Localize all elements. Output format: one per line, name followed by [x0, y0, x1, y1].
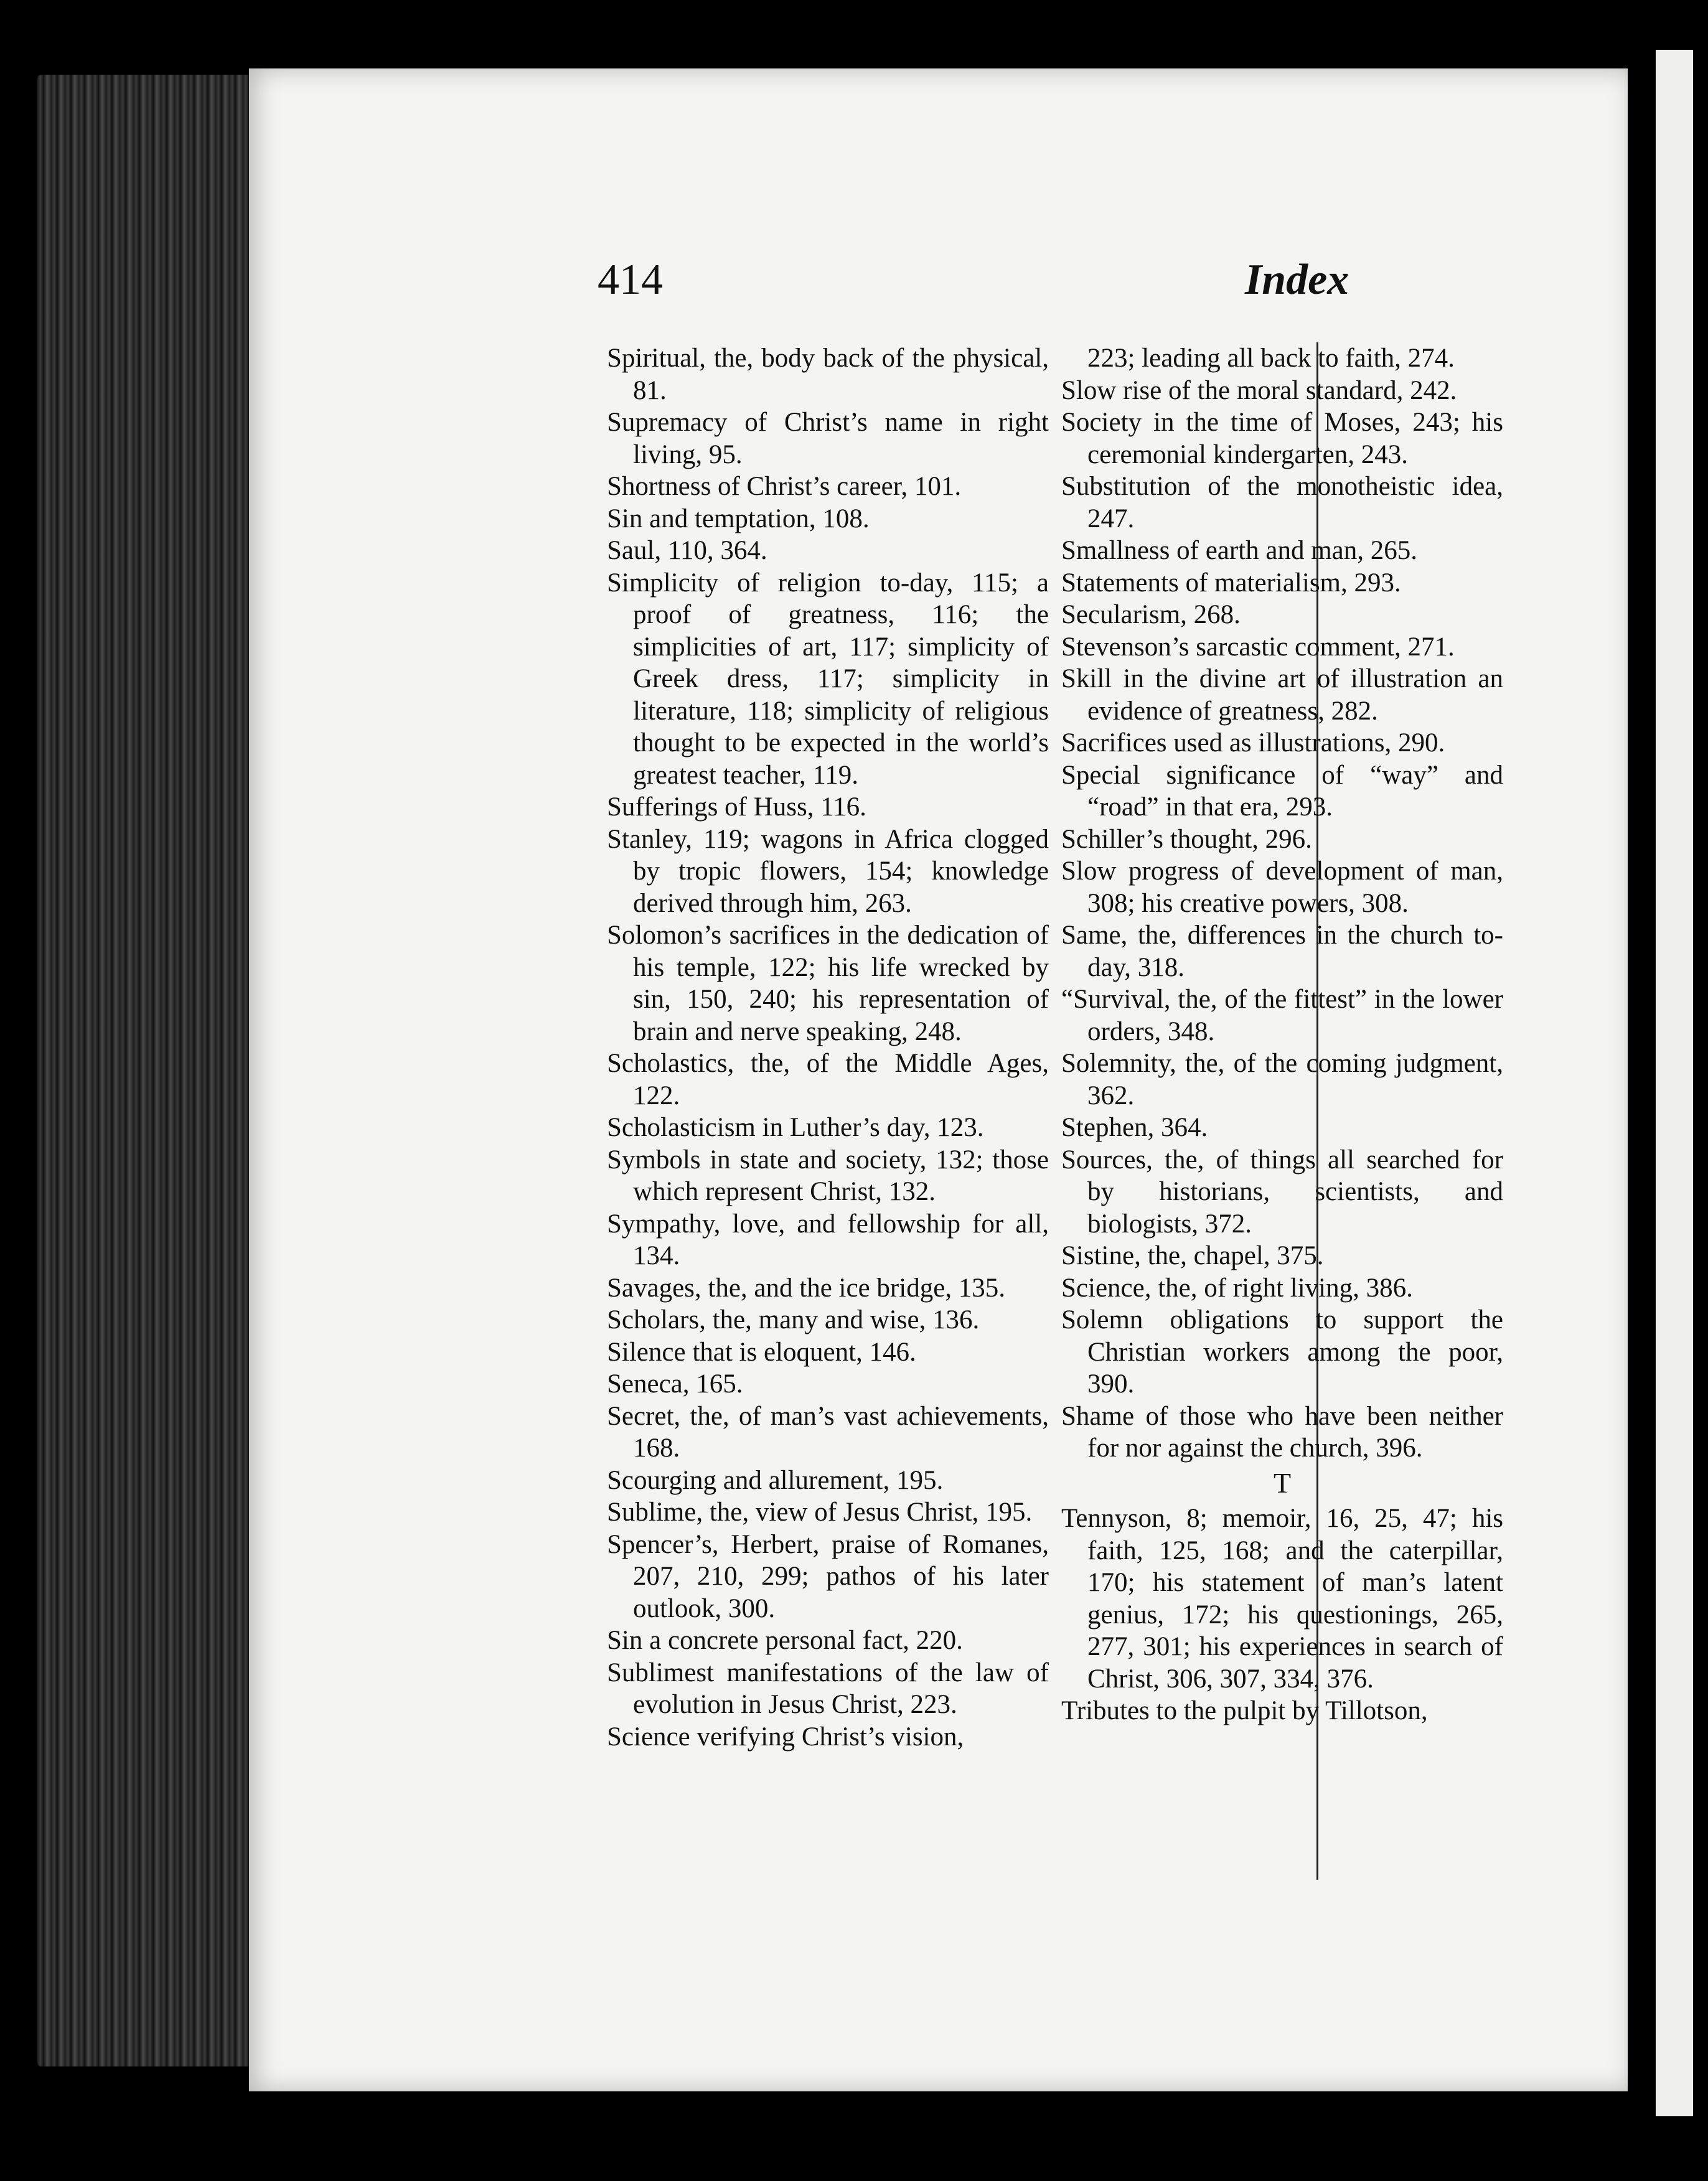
index-entry: Solemn obligations to support the Christian workers among the poor, 390. [1061, 1305, 1503, 1399]
index-entry-continuation: 223; leading all back to faith, 274. [1087, 344, 1455, 373]
index-entry: Sistine, the, chapel, 375. [1061, 1241, 1324, 1270]
book-spine-edge [37, 75, 261, 2066]
index-entry: Scholars, the, many and wise, 136. [607, 1305, 980, 1334]
index-entry: Simplicity of religion to-day, 115; a proof of greatness, 116; the simplicities of art, 117; simplicity of Greek dress, 117; simplicity in literature, 118; simplicity of religious thought to be expected in the world’s greatest teacher, 119. [607, 568, 1049, 790]
index-entry: Scholastics, the, of the Middle Ages, 122. [607, 1049, 1049, 1110]
index-entry: Sin a concrete personal fact, 220. [607, 1626, 963, 1655]
index-entry: Tennyson, 8; memoir, 16, 25, 47; his faith, 125, 168; and the caterpillar, 170; his statement of man’s latent genius, 172; his questionings, 265, 277, 301; his experiences in search of Christ, 306, 307, 334, 376. [1061, 1504, 1503, 1694]
index-entry: Sin and temptation, 108. [607, 504, 870, 533]
index-entry: Substitution of the monotheistic idea, 247. [1061, 472, 1503, 533]
section-letter: T [1273, 1466, 1292, 1499]
index-entry: Stephen, 364. [1061, 1113, 1208, 1142]
facing-page-edge [1656, 50, 1693, 2116]
running-head: Index [1245, 256, 1349, 304]
index-entry: Spiritual, the, body back of the physical, 81. [607, 344, 1049, 405]
index-entry: Sufferings of Huss, 116. [607, 792, 866, 822]
index-entry: Solomon’s sacrifices in the dedication of his temple, 122; his life wrecked by sin, 150, 240; his representation of brain and nerve speaking, 248. [607, 921, 1049, 1046]
index-entry: Supremacy of Christ’s name in right living, 95. [607, 408, 1049, 469]
index-entry: Sublime, the, view of Jesus Christ, 195. [607, 1498, 1033, 1527]
index-entry: Slow rise of the moral standard, 242. [1061, 375, 1457, 405]
index-entry: “Survival, the, of the fittest” in the lower orders, 348. [1061, 985, 1503, 1046]
page-number: 414 [598, 256, 663, 304]
index-entry: Schiller’s thought, 296. [1061, 824, 1312, 854]
index-entry: Society in the time of Moses, 243; his ceremonial kindergarten, 243. [1061, 408, 1503, 469]
index-entry: Slow progress of development of man, 308; his creative powers, 308. [1061, 856, 1503, 918]
page-header [249, 255, 1628, 311]
index-entry: Same, the, differences in the church to-day, 318. [1061, 921, 1503, 982]
index-entry: Shame of those who have been neither for nor against the church, 396. [1061, 1401, 1503, 1463]
index-entry: Sympathy, love, and fellowship for all, 134. [607, 1209, 1049, 1270]
index-entry: Stanley, 119; wagons in Africa clogged by tropic flowers, 154; knowledge derived through him, 263. [607, 824, 1049, 918]
index-entry: Seneca, 165. [607, 1369, 743, 1399]
page-gutter-shadow [1643, 50, 1656, 2116]
index-entry: Sublimest manifestations of the law of evolution in Jesus Christ, 223. [607, 1658, 1049, 1719]
index-entry: Savages, the, and the ice bridge, 135. [607, 1273, 1006, 1303]
index-entry: Silence that is eloquent, 146. [607, 1337, 916, 1367]
index-entry: Stevenson’s sarcastic comment, 271. [1061, 632, 1455, 662]
index-entry: Solemnity, the, of the coming judgment, 362. [1061, 1049, 1503, 1110]
index-entry: Shortness of Christ’s career, 101. [607, 472, 962, 501]
index-entry: Special significance of “way” and “road” in that era, 293. [1061, 760, 1503, 822]
index-entry: Smallness of earth and man, 265. [1061, 536, 1418, 565]
index-entry: Science, the, of right living, 386. [1061, 1273, 1413, 1303]
index-entry: Saul, 110, 364. [607, 536, 767, 565]
index-entry: Statements of materialism, 293. [1061, 568, 1401, 598]
book-page [249, 68, 1628, 2091]
index-entry: Secret, the, of man’s vast achievements, 168. [607, 1401, 1049, 1463]
index-entry: Scourging and allurement, 195. [607, 1465, 944, 1495]
index-column-right [1061, 342, 1503, 1727]
index-entry: Scholasticism in Luther’s day, 123. [607, 1113, 984, 1142]
index-entry: Symbols in state and society, 132; those which represent Christ, 132. [607, 1145, 1049, 1206]
index-entry: Tributes to the pulpit by Tillotson, [1061, 1696, 1428, 1725]
index-entry: Sources, the, of things all searched for by historians, scientists, and biologists, 372. [1061, 1145, 1503, 1239]
index-entry: Spencer’s, Herbert, praise of Romanes, 207, 210, 299; pathos of his later outlook, 300. [607, 1529, 1049, 1623]
index-entry: Sacrifices used as illustrations, 290. [1061, 728, 1445, 757]
index-entry: Science verifying Christ’s vision, [607, 1722, 964, 1752]
index-entry: Secularism, 268. [1061, 600, 1241, 629]
index-column-left [607, 342, 1049, 1753]
index-entry: Skill in the divine art of illustration an evidence of greatness, 282. [1061, 664, 1503, 726]
